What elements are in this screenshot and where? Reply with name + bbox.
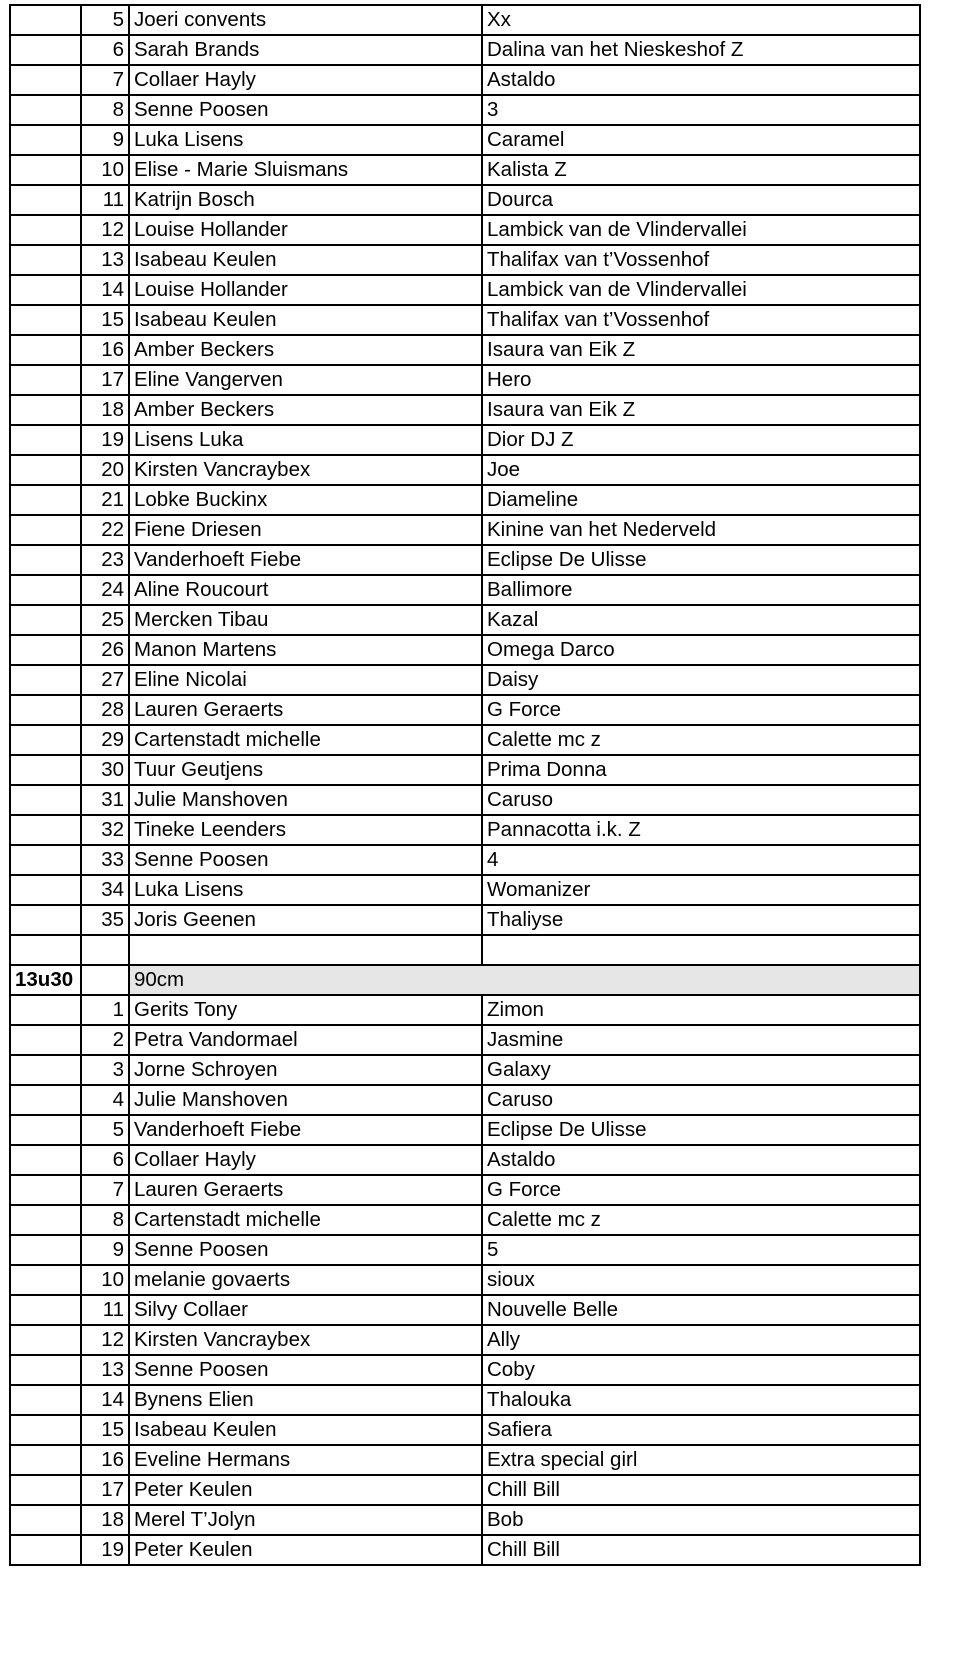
time-cell xyxy=(10,305,81,335)
table-row xyxy=(10,455,920,485)
time-cell xyxy=(10,1205,81,1235)
horse-name: 3 xyxy=(482,95,920,125)
table-row xyxy=(10,695,920,725)
rider-name: Peter Keulen xyxy=(129,1475,482,1505)
table-row xyxy=(10,785,920,815)
time-cell xyxy=(10,1145,81,1175)
table-row xyxy=(10,905,920,935)
table-row xyxy=(10,1505,920,1535)
start-number: 10 xyxy=(81,1265,129,1295)
horse-name: Chill Bill xyxy=(482,1475,920,1505)
start-number: 9 xyxy=(81,125,129,155)
table-row xyxy=(10,1295,920,1325)
table-row xyxy=(10,215,920,245)
time-cell xyxy=(10,335,81,365)
start-number: 34 xyxy=(81,875,129,905)
start-number: 27 xyxy=(81,665,129,695)
rider-name: Vanderhoeft Fiebe xyxy=(129,1115,482,1145)
horse-name: Caramel xyxy=(482,125,920,155)
rider-name: Amber Beckers xyxy=(129,395,482,425)
start-list-table xyxy=(9,4,921,1566)
rider-name: Cartenstadt michelle xyxy=(129,725,482,755)
rider-name: Eline Vangerven xyxy=(129,365,482,395)
horse-name: Ballimore xyxy=(482,575,920,605)
horse-name: Womanizer xyxy=(482,875,920,905)
start-number: 16 xyxy=(81,1445,129,1475)
table-row xyxy=(10,1535,920,1565)
horse-name: Isaura van Eik Z xyxy=(482,395,920,425)
horse-name: Caruso xyxy=(482,1085,920,1115)
horse-name: Caruso xyxy=(482,785,920,815)
rider-name: Petra Vandormael xyxy=(129,1025,482,1055)
time-cell xyxy=(10,1325,81,1355)
rider-name: Luka Lisens xyxy=(129,125,482,155)
rider-name: Gerits Tony xyxy=(129,995,482,1025)
horse-name: Isaura van Eik Z xyxy=(482,335,920,365)
horse-name: Astaldo xyxy=(482,1145,920,1175)
table-row xyxy=(10,815,920,845)
start-number: 3 xyxy=(81,1055,129,1085)
table-row xyxy=(10,545,920,575)
start-number: 18 xyxy=(81,1505,129,1535)
rider-name: Elise - Marie Sluismans xyxy=(129,155,482,185)
horse-name: Bob xyxy=(482,1505,920,1535)
section-spacer xyxy=(81,965,129,995)
start-number: 14 xyxy=(81,275,129,305)
time-cell xyxy=(10,65,81,95)
time-cell xyxy=(10,1505,81,1535)
start-number: 19 xyxy=(81,425,129,455)
rider-name: Manon Martens xyxy=(129,635,482,665)
start-number: 7 xyxy=(81,65,129,95)
horse-name: Eclipse De Ulisse xyxy=(482,1115,920,1145)
time-cell xyxy=(10,275,81,305)
horse-name: Kazal xyxy=(482,605,920,635)
start-number: 23 xyxy=(81,545,129,575)
table-row xyxy=(10,845,920,875)
rider-name: Tuur Geutjens xyxy=(129,755,482,785)
rider-name: Lobke Buckinx xyxy=(129,485,482,515)
table-row xyxy=(10,1475,920,1505)
time-cell xyxy=(10,1025,81,1055)
rider-name: Lisens Luka xyxy=(129,425,482,455)
table-row xyxy=(10,1355,920,1385)
table-row xyxy=(10,35,920,65)
start-number: 19 xyxy=(81,1535,129,1565)
rider-name: Collaer Hayly xyxy=(129,1145,482,1175)
time-cell xyxy=(10,695,81,725)
table-row xyxy=(10,485,920,515)
start-number: 14 xyxy=(81,1385,129,1415)
rider-name: Isabeau Keulen xyxy=(129,1415,482,1445)
time-cell xyxy=(10,215,81,245)
start-number: 8 xyxy=(81,95,129,125)
start-number: 24 xyxy=(81,575,129,605)
start-number: 15 xyxy=(81,305,129,335)
time-cell xyxy=(10,455,81,485)
time-cell xyxy=(10,755,81,785)
rider-name: Collaer Hayly xyxy=(129,65,482,95)
table-row xyxy=(10,1265,920,1295)
table-row xyxy=(10,155,920,185)
section-time: 13u30 xyxy=(10,965,81,995)
start-number: 2 xyxy=(81,1025,129,1055)
horse-name: Eclipse De Ulisse xyxy=(482,545,920,575)
horse-name: Lambick van de Vlindervallei xyxy=(482,275,920,305)
rider-name: Lauren Geraerts xyxy=(129,695,482,725)
start-number: 26 xyxy=(81,635,129,665)
rider-name: Julie Manshoven xyxy=(129,1085,482,1115)
time-cell xyxy=(10,995,81,1025)
rider-name: Vanderhoeft Fiebe xyxy=(129,545,482,575)
horse-name: Thalouka xyxy=(482,1385,920,1415)
horse-name: Joe xyxy=(482,455,920,485)
rider-name: Kirsten Vancraybex xyxy=(129,455,482,485)
horse-name: Jasmine xyxy=(482,1025,920,1055)
rider-name: Isabeau Keulen xyxy=(129,305,482,335)
table-row xyxy=(10,125,920,155)
time-cell xyxy=(10,1235,81,1265)
rider-name: Mercken Tibau xyxy=(129,605,482,635)
horse-name: Pannacotta i.k. Z xyxy=(482,815,920,845)
time-cell xyxy=(10,1475,81,1505)
time-cell xyxy=(10,545,81,575)
table-row xyxy=(10,1205,920,1235)
time-cell xyxy=(10,725,81,755)
table-row xyxy=(10,635,920,665)
start-number: 32 xyxy=(81,815,129,845)
table-row xyxy=(10,1415,920,1445)
horse-name: Xx xyxy=(482,5,920,35)
rider-name: Aline Roucourt xyxy=(129,575,482,605)
time-cell xyxy=(10,815,81,845)
table-row xyxy=(10,1175,920,1205)
horse-name: Calette mc z xyxy=(482,1205,920,1235)
time-cell xyxy=(10,95,81,125)
rider-name: Silvy Collaer xyxy=(129,1295,482,1325)
horse-name: Kinine van het Nederveld xyxy=(482,515,920,545)
table-row xyxy=(10,605,920,635)
table-row xyxy=(10,1445,920,1475)
start-number: 25 xyxy=(81,605,129,635)
horse-name: Galaxy xyxy=(482,1055,920,1085)
start-number: 4 xyxy=(81,1085,129,1115)
start-number: 29 xyxy=(81,725,129,755)
table-row xyxy=(10,335,920,365)
start-number: 16 xyxy=(81,335,129,365)
time-cell xyxy=(10,785,81,815)
start-number: 10 xyxy=(81,155,129,185)
time-cell xyxy=(10,1445,81,1475)
start-number: 15 xyxy=(81,1415,129,1445)
table-row xyxy=(10,665,920,695)
rider-name: Amber Beckers xyxy=(129,335,482,365)
table-row xyxy=(10,725,920,755)
horse-name: Zimon xyxy=(482,995,920,1025)
rider-name: Senne Poosen xyxy=(129,1235,482,1265)
rider-name: Lauren Geraerts xyxy=(129,1175,482,1205)
start-number: 35 xyxy=(81,905,129,935)
time-cell xyxy=(10,905,81,935)
rider-name: Eveline Hermans xyxy=(129,1445,482,1475)
time-cell xyxy=(10,1115,81,1145)
start-number: 5 xyxy=(81,5,129,35)
rider-name: Cartenstadt michelle xyxy=(129,1205,482,1235)
horse-name: Dior DJ Z xyxy=(482,425,920,455)
horse-name: 5 xyxy=(482,1235,920,1265)
rider-name: Luka Lisens xyxy=(129,875,482,905)
start-number: 20 xyxy=(81,455,129,485)
rider-name: Tineke Leenders xyxy=(129,815,482,845)
rider-name: Merel T’Jolyn xyxy=(129,1505,482,1535)
horse-name: Dalina van het Nieskeshof Z xyxy=(482,35,920,65)
table-row xyxy=(10,1025,920,1055)
time-cell xyxy=(10,245,81,275)
blank-cell xyxy=(81,935,129,965)
start-number: 12 xyxy=(81,215,129,245)
horse-name: Thalifax van t’Vossenhof xyxy=(482,245,920,275)
table-row xyxy=(10,245,920,275)
blank-cell xyxy=(10,935,81,965)
start-list-body xyxy=(10,5,920,1565)
rider-name: melanie govaerts xyxy=(129,1265,482,1295)
table-row xyxy=(10,425,920,455)
rider-name: Peter Keulen xyxy=(129,1535,482,1565)
time-cell xyxy=(10,845,81,875)
rider-name: Joeri convents xyxy=(129,5,482,35)
horse-name: Lambick van de Vlindervallei xyxy=(482,215,920,245)
table-row xyxy=(10,1055,920,1085)
rider-name: Joris Geenen xyxy=(129,905,482,935)
start-number: 9 xyxy=(81,1235,129,1265)
time-cell xyxy=(10,1415,81,1445)
table-row xyxy=(10,275,920,305)
blank-cell xyxy=(482,935,920,965)
time-cell xyxy=(10,1535,81,1565)
table-row xyxy=(10,5,920,35)
table-row xyxy=(10,755,920,785)
horse-name: Omega Darco xyxy=(482,635,920,665)
horse-name: Astaldo xyxy=(482,65,920,95)
table-row xyxy=(10,1385,920,1415)
table-row xyxy=(10,95,920,125)
horse-name: Diameline xyxy=(482,485,920,515)
table-row xyxy=(10,1325,920,1355)
blank-cell xyxy=(129,935,482,965)
horse-name: Daisy xyxy=(482,665,920,695)
start-number: 17 xyxy=(81,365,129,395)
horse-name: sioux xyxy=(482,1265,920,1295)
table-row xyxy=(10,1115,920,1145)
time-cell xyxy=(10,155,81,185)
horse-name: Nouvelle Belle xyxy=(482,1295,920,1325)
time-cell xyxy=(10,365,81,395)
time-cell xyxy=(10,1265,81,1295)
horse-name: Ally xyxy=(482,1325,920,1355)
time-cell xyxy=(10,515,81,545)
start-number: 12 xyxy=(81,1325,129,1355)
horse-name: Thaliyse xyxy=(482,905,920,935)
time-cell xyxy=(10,1295,81,1325)
start-number: 13 xyxy=(81,1355,129,1385)
rider-name: Bynens Elien xyxy=(129,1385,482,1415)
horse-name: 4 xyxy=(482,845,920,875)
time-cell xyxy=(10,185,81,215)
table-row xyxy=(10,365,920,395)
table-row xyxy=(10,185,920,215)
time-cell xyxy=(10,575,81,605)
start-number: 28 xyxy=(81,695,129,725)
horse-name: Hero xyxy=(482,365,920,395)
horse-name: Prima Donna xyxy=(482,755,920,785)
horse-name: Chill Bill xyxy=(482,1535,920,1565)
start-number: 22 xyxy=(81,515,129,545)
time-cell xyxy=(10,1055,81,1085)
horse-name: Kalista Z xyxy=(482,155,920,185)
time-cell xyxy=(10,1385,81,1415)
start-number: 8 xyxy=(81,1205,129,1235)
table-row xyxy=(10,395,920,425)
horse-name: G Force xyxy=(482,1175,920,1205)
table-row xyxy=(10,1235,920,1265)
rider-name: Senne Poosen xyxy=(129,95,482,125)
start-number: 33 xyxy=(81,845,129,875)
time-cell xyxy=(10,1085,81,1115)
rider-name: Louise Hollander xyxy=(129,215,482,245)
time-cell xyxy=(10,395,81,425)
time-cell xyxy=(10,665,81,695)
horse-name: G Force xyxy=(482,695,920,725)
horse-name: Dourca xyxy=(482,185,920,215)
horse-name: Coby xyxy=(482,1355,920,1385)
time-cell xyxy=(10,35,81,65)
start-number: 17 xyxy=(81,1475,129,1505)
table-row xyxy=(10,65,920,95)
start-number: 30 xyxy=(81,755,129,785)
start-number: 1 xyxy=(81,995,129,1025)
section-header-row xyxy=(10,965,920,995)
start-number: 5 xyxy=(81,1115,129,1145)
start-number: 13 xyxy=(81,245,129,275)
rider-name: Louise Hollander xyxy=(129,275,482,305)
time-cell xyxy=(10,425,81,455)
time-cell xyxy=(10,5,81,35)
table-row xyxy=(10,995,920,1025)
start-number: 7 xyxy=(81,1175,129,1205)
rider-name: Jorne Schroyen xyxy=(129,1055,482,1085)
table-row xyxy=(10,305,920,335)
start-number: 6 xyxy=(81,35,129,65)
start-number: 11 xyxy=(81,1295,129,1325)
start-number: 18 xyxy=(81,395,129,425)
time-cell xyxy=(10,485,81,515)
start-number: 21 xyxy=(81,485,129,515)
table-row xyxy=(10,515,920,545)
time-cell xyxy=(10,635,81,665)
table-row xyxy=(10,875,920,905)
horse-name: Calette mc z xyxy=(482,725,920,755)
rider-name: Isabeau Keulen xyxy=(129,245,482,275)
rider-name: Senne Poosen xyxy=(129,1355,482,1385)
rider-name: Kirsten Vancraybex xyxy=(129,1325,482,1355)
horse-name: Safiera xyxy=(482,1415,920,1445)
table-row xyxy=(10,1085,920,1115)
table-row xyxy=(10,575,920,605)
time-cell xyxy=(10,1175,81,1205)
start-number: 11 xyxy=(81,185,129,215)
start-number: 31 xyxy=(81,785,129,815)
time-cell xyxy=(10,605,81,635)
horse-name: Extra special girl xyxy=(482,1445,920,1475)
start-number: 6 xyxy=(81,1145,129,1175)
rider-name: Senne Poosen xyxy=(129,845,482,875)
rider-name: Fiene Driesen xyxy=(129,515,482,545)
rider-name: Julie Manshoven xyxy=(129,785,482,815)
rider-name: Eline Nicolai xyxy=(129,665,482,695)
blank-row xyxy=(10,935,920,965)
horse-name: Thalifax van t’Vossenhof xyxy=(482,305,920,335)
time-cell xyxy=(10,875,81,905)
section-class: 90cm xyxy=(129,965,920,995)
table-row xyxy=(10,1145,920,1175)
time-cell xyxy=(10,125,81,155)
time-cell xyxy=(10,1355,81,1385)
rider-name: Katrijn Bosch xyxy=(129,185,482,215)
rider-name: Sarah Brands xyxy=(129,35,482,65)
